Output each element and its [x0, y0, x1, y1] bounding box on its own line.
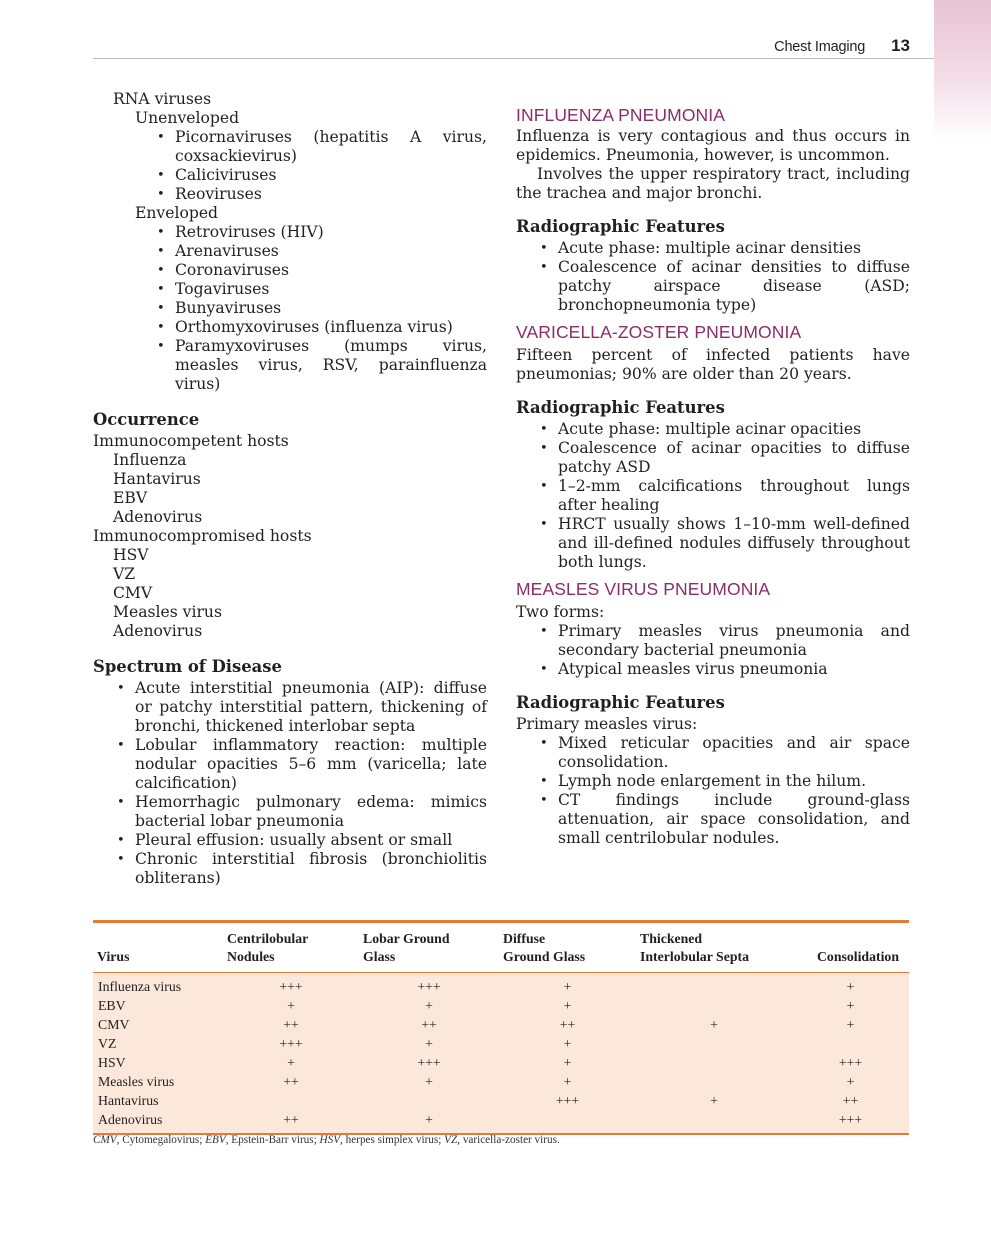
- finding-cell: +++: [279, 979, 303, 994]
- finding-cell: +: [287, 998, 295, 1013]
- measles-heading: MEASLES VIRUS PNEUMONIA: [516, 579, 771, 599]
- immunocompetent-list: [93, 451, 487, 527]
- measles-rf-list: [516, 734, 910, 848]
- abbreviation-expansion: , Cytomegalovirus;: [116, 1134, 206, 1146]
- list-item: • Reoviruses: [175, 185, 487, 204]
- finding-cell: ++: [283, 1017, 299, 1032]
- virus-name-cell: EBV: [98, 998, 126, 1013]
- finding-cell: [359, 1091, 499, 1110]
- abbreviation-expansion: , varicella-zoster virus.: [457, 1134, 560, 1146]
- immunocompromised-label: Immunocompromised hosts: [93, 527, 312, 545]
- virus-name-cell: Adenovirus: [98, 1112, 163, 1127]
- header-rule: [93, 58, 934, 59]
- virus-findings-table: [93, 920, 909, 1135]
- finding-cell: +: [710, 1093, 718, 1108]
- list-item: • Chronic interstitial fibrosis (bronchiolitis obliterans): [135, 850, 487, 888]
- list-item: • Picornaviruses (hepatitis A virus, coxsackievirus): [175, 128, 487, 166]
- measles-forms-list: [516, 622, 910, 679]
- page-number: 13: [891, 36, 910, 55]
- influenza-paragraph-2: Involves the upper respiratory tract, including the trachea and major bronchi.: [516, 165, 910, 202]
- column-header: Diffuse Ground Glass: [499, 923, 636, 972]
- list-item: • Acute phase: multiple acinar densities: [558, 239, 910, 258]
- list-item: EBV: [113, 489, 148, 507]
- measles-rf-heading: Radiographic Features: [516, 693, 725, 712]
- list-item: • Lymph node enlargement in the hilum.: [558, 772, 910, 791]
- list-item: • 1–2-mm calcifications throughout lungs after healing: [558, 477, 910, 515]
- list-item: • Lobular inflammatory reaction: multiple nodular opacities 5–6 mm (varicella; late calcification): [135, 736, 487, 793]
- finding-cell: [792, 1034, 909, 1053]
- table-row: [93, 1015, 909, 1034]
- list-item: • Acute phase: multiple acinar opacities: [558, 420, 910, 439]
- finding-cell: ++: [283, 1074, 299, 1089]
- column-header: Thickened Interlobular Septa: [636, 923, 792, 972]
- finding-cell: [636, 1053, 792, 1072]
- finding-cell: +: [563, 1074, 572, 1089]
- table-row: [93, 1072, 909, 1091]
- finding-cell: ++: [842, 1093, 859, 1108]
- finding-cell: +: [710, 1017, 718, 1032]
- list-item: • Primary measles virus pneumonia and secondary bacterial pneumonia: [558, 622, 910, 660]
- finding-cell: +: [425, 1112, 433, 1127]
- varicella-rf-list: [516, 420, 910, 572]
- abbreviation-expansion: , herpes simplex virus;: [340, 1134, 445, 1146]
- list-item: Adenovirus: [113, 622, 203, 640]
- list-item: CMV: [113, 584, 153, 602]
- list-item: Measles virus: [113, 603, 222, 621]
- page-corner-tab: [934, 0, 991, 140]
- finding-cell: +: [425, 1036, 433, 1051]
- list-item: • Orthomyxoviruses (influenza virus): [175, 318, 487, 337]
- virus-name-cell: Measles virus: [98, 1074, 175, 1089]
- varicella-heading: VARICELLA-ZOSTER PNEUMONIA: [516, 322, 802, 342]
- rna-viruses-title: RNA viruses: [113, 90, 212, 108]
- column-header: Consolidation: [792, 923, 909, 972]
- virus-name-cell: CMV: [98, 1017, 130, 1032]
- varicella-rf-heading: Radiographic Features: [516, 398, 725, 417]
- finding-cell: [223, 1091, 359, 1110]
- finding-cell: +: [563, 1055, 572, 1070]
- table-row: [93, 996, 909, 1015]
- table-row: [93, 1034, 909, 1053]
- finding-cell: [636, 996, 792, 1015]
- immunocompetent-label: Immunocompetent hosts: [93, 432, 289, 450]
- finding-cell: +: [846, 1074, 855, 1089]
- virus-name-cell: Influenza virus: [98, 979, 182, 994]
- abbreviation-expansion: , Epstein-Barr virus;: [225, 1134, 320, 1146]
- spectrum-heading: Spectrum of Disease: [93, 657, 282, 676]
- unenveloped-list: [93, 128, 487, 204]
- enveloped-label: Enveloped: [135, 204, 219, 222]
- virus-name-cell: VZ: [98, 1036, 117, 1051]
- finding-cell: +: [425, 1074, 433, 1089]
- list-item: • Pleural effusion: usually absent or small: [135, 831, 487, 850]
- list-item: • Atypical measles virus pneumonia: [558, 660, 910, 679]
- running-title: Chest Imaging: [774, 39, 866, 55]
- abbreviation: HSV: [319, 1134, 341, 1146]
- virus-name-cell: Hantavirus: [98, 1093, 159, 1108]
- running-head: [700, 36, 910, 56]
- column-header: Virus: [93, 923, 223, 972]
- finding-cell: [636, 973, 792, 996]
- list-item: • Caliciviruses: [175, 166, 487, 185]
- finding-cell: +++: [838, 1112, 863, 1127]
- list-item: Influenza: [113, 451, 187, 469]
- unenveloped-label: Unenveloped: [135, 109, 240, 127]
- measles-intro: Two forms:: [516, 603, 605, 621]
- influenza-rf-list: [516, 239, 910, 315]
- left-column: [93, 90, 487, 888]
- list-item: HSV: [113, 546, 149, 564]
- finding-cell: [636, 1072, 792, 1091]
- list-item: • Coalescence of acinar densities to diffuse patchy airspace disease (ASD; bronchopneumonia type): [558, 258, 910, 315]
- list-item: • HRCT usually shows 1–10-mm well-defined and ill-defined nodules diffusely throughout both lungs.: [558, 515, 910, 572]
- finding-cell: +++: [417, 979, 441, 994]
- spectrum-list: [93, 679, 487, 888]
- enveloped-list: [93, 223, 487, 394]
- right-column: [516, 106, 910, 848]
- list-item: • Hemorrhagic pulmonary edema: mimics bacterial lobar pneumonia: [135, 793, 487, 831]
- table-footnote: [93, 1134, 909, 1146]
- list-item: Hantavirus: [113, 470, 201, 488]
- finding-cell: +++: [417, 1055, 441, 1070]
- finding-cell: +: [563, 979, 572, 994]
- immunocompromised-list: [93, 546, 487, 641]
- finding-cell: +: [563, 998, 572, 1013]
- finding-cell: +++: [838, 1055, 863, 1070]
- table-row: [93, 973, 909, 996]
- list-item: • Mixed reticular opacities and air space consolidation.: [558, 734, 910, 772]
- column-header: Lobar Ground Glass: [359, 923, 499, 972]
- table-row: [93, 1110, 909, 1133]
- table-row: [93, 1053, 909, 1072]
- influenza-paragraph-1: Influenza is very contagious and thus occurs in epidemics. Pneumonia, however, is uncommon.: [516, 127, 910, 164]
- list-item: • Togaviruses: [175, 280, 487, 299]
- finding-cell: +: [846, 979, 855, 994]
- finding-cell: [636, 1034, 792, 1053]
- finding-cell: [499, 1110, 636, 1133]
- varicella-paragraph: Fifteen percent of infected patients have pneumonias; 90% are older than 20 years.: [516, 346, 910, 383]
- finding-cell: +++: [555, 1093, 580, 1108]
- influenza-rf-heading: Radiographic Features: [516, 217, 725, 236]
- abbreviation: EBV: [205, 1134, 226, 1146]
- finding-cell: ++: [421, 1017, 437, 1032]
- list-item: • CT findings include ground-glass attenuation, air space consolidation, and small centrilobular nodules.: [558, 791, 910, 848]
- occurrence-heading: Occurrence: [93, 410, 200, 429]
- column-header: Centrilobular Nodules: [223, 923, 359, 972]
- table-body: [93, 973, 909, 1133]
- list-item: VZ: [113, 565, 136, 583]
- list-item: • Coalescence of acinar opacities to diffuse patchy ASD: [558, 439, 910, 477]
- list-item: • Acute interstitial pneumonia (AIP): diffuse or patchy interstitial pattern, thickening of bronchi, thickened interlobar septa: [135, 679, 487, 736]
- table-row: [93, 1091, 909, 1110]
- finding-cell: +++: [279, 1036, 303, 1051]
- abbreviation: VZ: [444, 1134, 458, 1146]
- list-item: • Paramyxoviruses (mumps virus, measles virus, RSV, parainfluenza virus): [175, 337, 487, 394]
- finding-cell: +: [846, 998, 855, 1013]
- list-item: • Retroviruses (HIV): [175, 223, 487, 242]
- list-item: • Bunyaviruses: [175, 299, 487, 318]
- finding-cell: +: [287, 1055, 295, 1070]
- finding-cell: +: [563, 1036, 572, 1051]
- list-item: Adenovirus: [113, 508, 203, 526]
- list-item: • Coronaviruses: [175, 261, 487, 280]
- table-header-row: [93, 923, 909, 972]
- finding-cell: +: [425, 998, 433, 1013]
- influenza-heading: INFLUENZA PNEUMONIA: [516, 105, 726, 125]
- finding-cell: ++: [559, 1017, 576, 1032]
- abbreviation: CMV: [93, 1134, 117, 1146]
- measles-rf-intro: Primary measles virus:: [516, 715, 698, 733]
- finding-cell: ++: [283, 1112, 299, 1127]
- finding-cell: +: [846, 1017, 855, 1032]
- list-item: • Arenaviruses: [175, 242, 487, 261]
- virus-name-cell: HSV: [98, 1055, 126, 1070]
- finding-cell: [636, 1110, 792, 1133]
